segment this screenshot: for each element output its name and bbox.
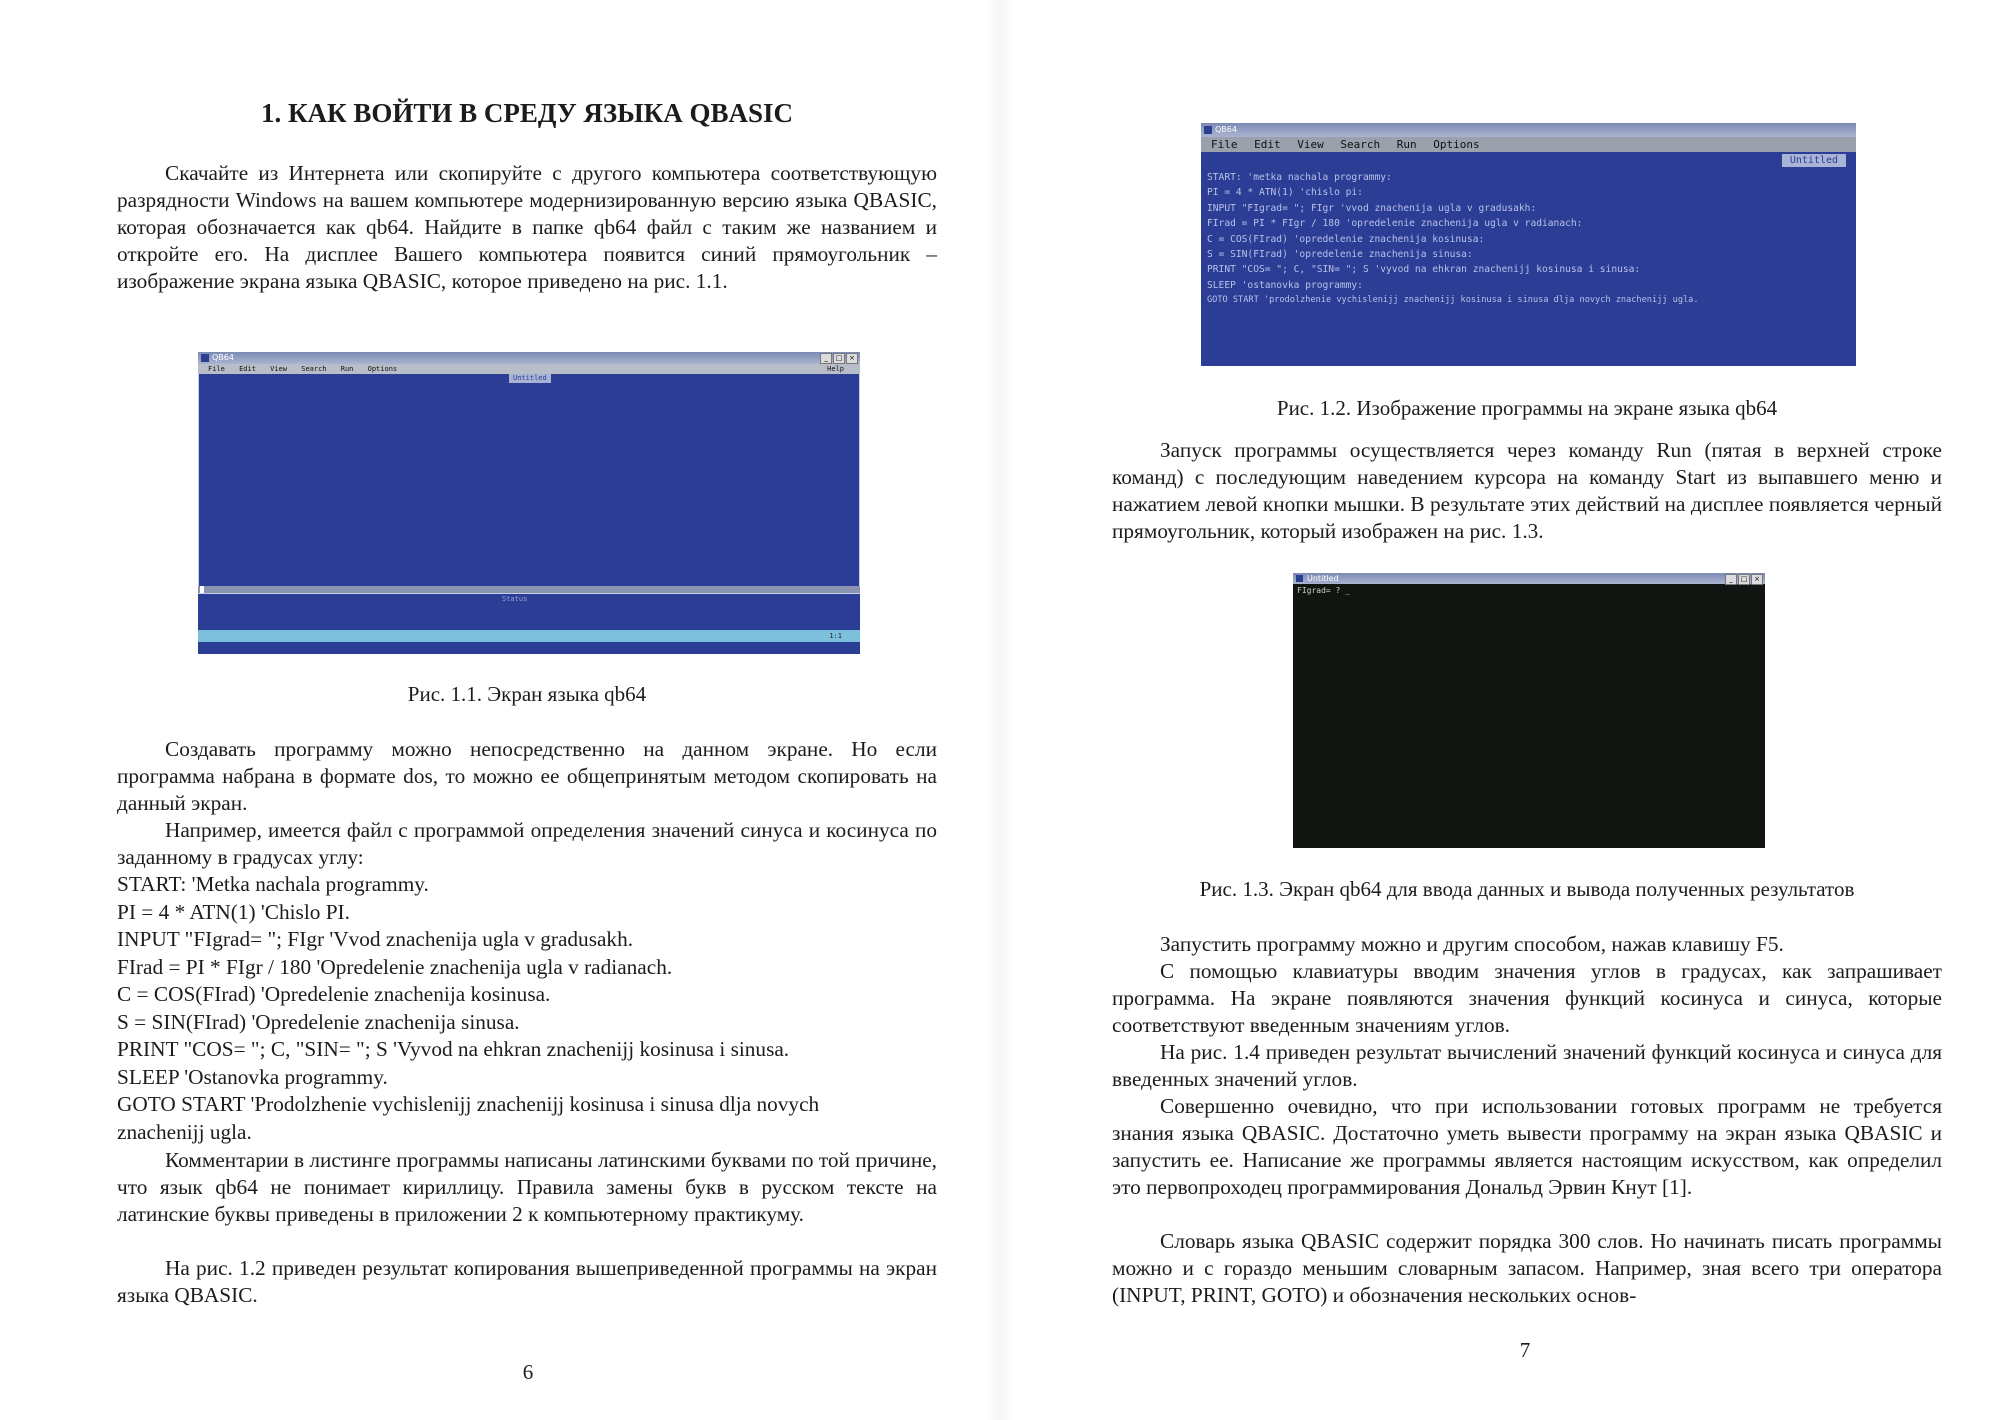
code-line: SLEEP 'Ostanovka programmy. [117,1064,388,1089]
menu-file[interactable]: File [208,365,225,373]
figure-1-2-qb64-program [1201,123,1856,366]
menu-options[interactable]: Options [1433,138,1480,151]
dictionary-paragraph: Словарь языка QBASIC содержит порядка 300 слов. Но начинать писать программы можно и с гораздо меньшим словарным запасом. Например, зная всего три оператора (INPUT, PRINT, GOTO) и обозначения нескольких основ- [1112,1229,1942,1307]
code-line: PRINT "COS= "; C, "SIN= "; S 'Vyvod na ehkran znachenijj kosinusa i sinusa. [117,1037,790,1061]
scrollbar-thumb[interactable] [200,586,204,593]
window-title: Untitled [1307,574,1339,583]
horizontal-scrollbar[interactable] [198,586,860,593]
close-icon[interactable]: × [846,353,858,364]
right-page [1000,0,2000,1420]
editor-area[interactable] [1201,152,1856,366]
minimize-icon[interactable]: _ [1725,574,1737,585]
window-controls [1725,574,1763,585]
page-number-left: 6 [522,1360,534,1384]
code-line: S = SIN(FIrad) 'Opredelenie znachenija sinusa. [117,1009,520,1034]
menu-search[interactable]: Search [301,365,327,373]
menu-edit[interactable]: Edit [239,365,256,373]
fig12-reference-paragraph: На рис. 1.2 приведен результат копирования вышеприведенной программы на экран языка QBASIC. [117,1256,937,1307]
code-line: INPUT "FIgrad= "; FIgr 'vvod znachenija ugla v gradusakh: [1207,202,1537,214]
intro-paragraph: Скачайте из Интернета или скопируйте с другого компьютера соответствующую разрядности Windows на вашем компьютере модернизированную версию языка QBASIC, которая обозначается как qb64. Найдите в папке qb64 файл с таким же названием и откройте его. На дисплее Вашего компьютера появится синий прямоугольник – изображение экрана языка QBASIC, которое приведено на рис. 1.1. [117,161,937,293]
code-line: START: 'Metka nachala programmy. [117,872,429,896]
console-prompt[interactable]: FIgrad= ? _ [1297,586,1350,595]
window-title: QB64 [212,353,234,362]
page-number-right: 7 [1519,1338,1531,1362]
figure-1-1-qb64-screen [198,352,860,654]
code-line: FIrad = PI * FIgr / 180 'opredelenie znachenija ugla v radianach: [1207,218,1583,230]
create-paragraph: Создавать программу можно непосредственно на данном экране. Но если программа набрана в формате dos, то можно ее общепринятым методом скопировать на данный экран. [117,737,937,815]
output-titlebar [1293,573,1765,584]
qb64-app-icon [201,354,209,362]
editor-tab-untitled[interactable]: Untitled [509,374,551,383]
window-controls [820,353,858,364]
code-line: znachenijj ugla. [117,1119,252,1144]
code-line: PI = 4 * ATN(1) 'chislo pi: [1207,187,1363,199]
code-line: PI = 4 * ATN(1) 'Chislo PI. [117,899,350,924]
menu-run[interactable]: Run [1396,138,1417,151]
example-paragraph: Например, имеется файл с программой определения значений синуса и косинуса по заданному в градусах углу: [117,818,937,869]
figure-1-2-caption: Рис. 1.2. Изображение программы на экране языка qb64 [1276,396,1778,420]
comments-paragraph: Комментарии в листинге программы написаны латинскими буквами по той причине, что язык qb64 не понимает кириллицу. Правила замены букв в русском тексте на латинские буквы приведены в приложении 2 к компьютерному практикуму. [117,1148,937,1226]
f5-paragraph: Запустить программу можно и другим способом, нажав клавишу F5. [1160,932,1784,956]
qb64-menubar [198,364,860,374]
status-bar [198,630,860,642]
code-line: C = COS(FIrad) 'opredelenie znachenija kosinusa: [1207,233,1485,245]
code-line: S = SIN(FIrad) 'opredelenie znachenija sinusa: [1207,249,1473,261]
chapter-heading: 1. КАК ВОЙТИ В СРЕДУ ЯЗЫКА QBASIC [260,98,794,128]
menu-view[interactable]: View [270,365,288,373]
qb64-titlebar [198,352,860,364]
menu-view[interactable]: View [1297,138,1324,151]
menu-run[interactable]: Run [340,365,354,373]
editor-area[interactable] [198,374,860,586]
code-line: START: 'metka nachala programmy: [1207,172,1392,183]
menu-edit[interactable]: Edit [1254,138,1281,151]
status-title: Status [502,595,528,603]
qb64-app-icon [1204,126,1212,134]
code-line: C = COS(FIrad) 'Opredelenie znachenija kosinusa. [117,982,551,1006]
code-line: GOTO START 'Prodolzhenie vychislenijj znachenijj kosinusa i sinusa dlja novych [117,1092,820,1116]
figure-1-1-caption: Рис. 1.1. Экран языка qb64 [407,682,647,706]
fig14-paragraph: На рис. 1.4 приведен результат вычислений значений функций косинуса и синуса для введенных значений углов. [1112,1040,1942,1091]
program-listing [117,871,947,1146]
code-line: FIrad = PI * FIgr / 180 'Opredelenie znachenija ugla v radianach. [117,954,673,979]
menu-search[interactable]: Search [1340,138,1381,151]
menu-help[interactable]: Help [827,365,844,373]
menu-options[interactable]: Options [367,365,398,373]
qb64-menubar [1201,137,1856,152]
qb64-app-icon [1296,575,1303,582]
cursor-position: 1:1 [829,632,842,640]
qb64-titlebar [1201,123,1856,137]
figure-1-3-output-screen [1293,573,1765,848]
obvious-paragraph: Совершенно очевидно, что при использовании готовых программ не требуется знания языка QBASIC. Достаточно уметь вывести программу на экран языка QBASIC и запустить ее. Написание же программы является настоящим искусством, как определил это первопроходец программирования Дональд Эрвин Кнут [1]. [1112,1094,1942,1199]
status-area [198,593,860,630]
editor-tab-untitled[interactable]: Untitled [1782,154,1846,167]
code-line: PRINT "COS= "; C, "SIN= "; S 'vyvod na ehkran znachenijj kosinusa i sinusa: [1207,264,1641,276]
code-line: SLEEP 'ostanovka programmy: [1207,279,1363,291]
window-title: QB64 [1215,125,1237,134]
code-line: GOTO START 'prodolzhenie vychislenijj znachenijj kosinusa i sinusa dlja novych znachenijj ugla. [1207,295,1699,306]
keyboard-paragraph: С помощью клавиатуры вводим значения углов в градусах, как запрашивает программа. На экране появляются значения функций косинуса и синуса, которые соответствуют введенным значениям углов. [1112,959,1942,1037]
menu-file[interactable]: File [1211,138,1238,151]
run-paragraph: Запуск программы осуществляется через команду Run (пятая в верхней строке команд) с последующим наведением курсора на команду Start из выпавшего меню и нажатием левой кнопки мышки. В результате этих действий на дисплее появляется черный прямоугольник, который изображен на рис. 1.3. [1112,438,1942,543]
minimize-icon[interactable]: _ [820,353,832,364]
close-icon[interactable]: × [1751,574,1763,585]
code-line: INPUT "FIgrad= "; FIgr 'Vvod znachenija ugla v gradusakh. [117,927,634,951]
figure-1-3-caption: Рис. 1.3. Экран qb64 для ввода данных и вывода полученных результатов [1199,877,1855,901]
maximize-icon[interactable]: □ [1738,574,1750,585]
maximize-icon[interactable]: □ [833,353,845,364]
